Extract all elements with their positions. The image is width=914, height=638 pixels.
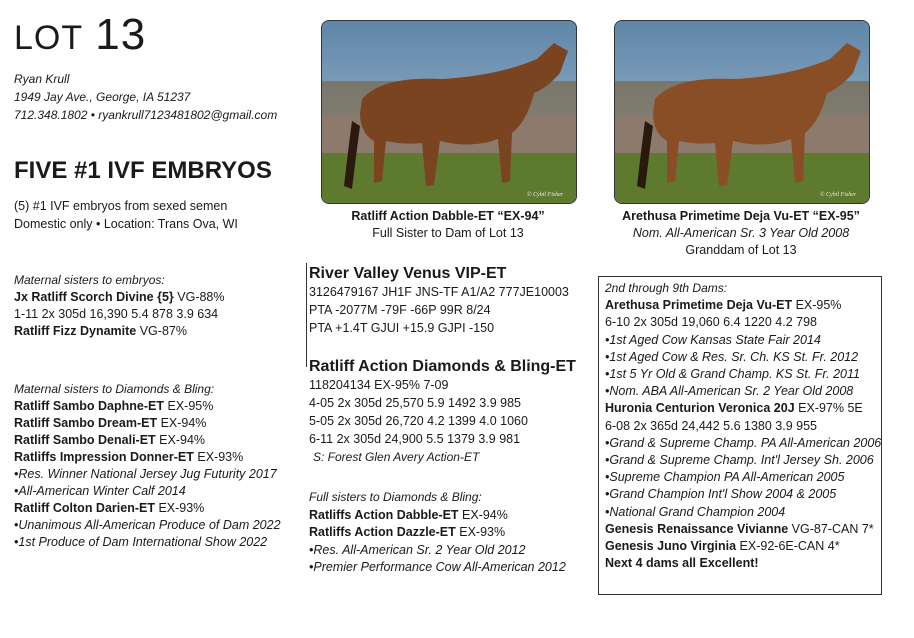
record-line — [14, 483, 281, 500]
offering-heading: FIVE #1 IVF EMBRYOS — [14, 157, 272, 184]
sire-name: River Valley Venus VIP-ET — [309, 265, 507, 282]
record-text: EX-95% — [164, 399, 214, 413]
record-text: EX-93% — [193, 450, 244, 464]
record-text: EX-92-6E-CAN 4* — [736, 539, 840, 554]
record-line — [605, 469, 875, 486]
photo-caption-dejavu — [604, 208, 878, 259]
caption-sub: Nom. All-American Sr. 3 Year Old 2008 — [632, 226, 850, 240]
record-line — [14, 323, 225, 340]
record-line — [605, 504, 875, 521]
record-text: 1-11 2x 305d 16,390 5.4 878 3.9 634 — [14, 307, 219, 321]
caption-title: Arethusa Primetime Deja Vu-ET “EX-95” — [622, 209, 860, 223]
record-line — [14, 398, 281, 415]
caption-title: Ratliff Action Dabble-ET “EX-94” — [351, 209, 545, 223]
record-line — [309, 524, 566, 542]
record-line — [14, 466, 281, 483]
section-label: Maternal sisters to embryos: — [14, 273, 165, 287]
record-line — [14, 415, 281, 432]
cow-illustration — [615, 21, 869, 203]
record-line — [605, 383, 875, 400]
record-line — [605, 452, 875, 469]
lot-title — [14, 10, 146, 60]
animal-name: Ratliff Fizz Dynamite — [14, 324, 137, 338]
record-text: VG-88% — [173, 290, 225, 304]
contact-address: 1949 Jay Ave., George, IA 51237 — [14, 90, 191, 104]
record-line — [605, 486, 875, 503]
award-text: •Res. All-American Sr. 2 Year Old 2012 — [309, 542, 526, 557]
record-line — [605, 332, 875, 349]
animal-name: Jx Ratliff Scorch Divine {5} — [14, 290, 174, 304]
award-text: •1st Produce of Dam International Show 2022 — [14, 535, 268, 549]
animal-name: Ratliffs Impression Donner-ET — [14, 450, 194, 464]
award-text: •1st Aged Cow Kansas State Fair 2014 — [605, 332, 821, 347]
intro-line: (5) #1 IVF embryos from sexed semen — [14, 199, 228, 213]
record-text: EX-94% — [458, 507, 508, 522]
award-text: •Grand & Supreme Champ. PA All-American 2006 — [605, 435, 882, 450]
record-text: EX-95% — [792, 298, 842, 313]
record-line — [605, 349, 875, 366]
lot-word: LOT — [14, 19, 84, 57]
record-text: 6-10 2x 305d 19,060 6.4 1220 4.2 798 — [605, 315, 817, 330]
dam-record-line: 4-05 2x 305d 25,570 5.9 1492 3.9 985 — [309, 396, 521, 410]
dams-lines — [605, 297, 882, 572]
award-text: •Res. Winner National Jersey Jug Futurity 2017 — [14, 467, 277, 481]
record-line — [605, 538, 875, 555]
dams-box — [598, 276, 882, 595]
award-text: •1st 5 Yr Old & Grand Champ. KS St. Fr. 2011 — [605, 367, 860, 382]
record-line — [309, 542, 566, 560]
award-text: •Nom. ABA All-American Sr. 2 Year Old 2008 — [605, 384, 854, 399]
record-text: VG-87-CAN 7* — [788, 521, 874, 536]
record-text: EX-93% — [455, 525, 506, 539]
maternal-sisters-embryos — [14, 272, 225, 340]
caption-sub: Granddam of Lot 13 — [685, 243, 797, 257]
record-line — [309, 559, 566, 577]
cow-photo-dabble — [321, 20, 577, 204]
animal-name: Ratliff Sambo Dream-ET — [14, 416, 158, 430]
award-text: •Unanimous All-American Produce of Dam 2022 — [14, 518, 281, 532]
record-line — [14, 517, 281, 534]
sire-pta-line: PTA +1.4T GJUI +15.9 GJPI -150 — [309, 321, 495, 335]
animal-name: Ratliff Colton Darien-ET — [14, 501, 155, 515]
full-sisters — [309, 489, 566, 577]
animal-name: Arethusa Primetime Deja Vu-ET — [605, 298, 793, 313]
photo-watermark: © Cybil Fisher — [820, 192, 857, 198]
animal-name: Huronia Centurion Veronica 20J — [605, 401, 795, 416]
intro-line: Domestic only • Location: Trans Ova, WI — [14, 217, 238, 231]
record-text: EX-94% — [155, 433, 206, 447]
award-text: •All-American Winter Calf 2014 — [14, 484, 186, 498]
award-text: •1st Aged Cow & Res. Sr. Ch. KS St. Fr. 2012 — [605, 349, 859, 364]
record-line — [605, 400, 875, 417]
maternal-sisters-embryos-lines — [14, 289, 225, 340]
record-line — [605, 297, 875, 314]
award-text: •Grand Champion Int'l Show 2004 & 2005 — [605, 487, 837, 502]
record-text: EX-97% 5E — [794, 401, 863, 416]
animal-name: Ratliff Sambo Denali-ET — [14, 433, 156, 447]
divider-line — [306, 263, 307, 367]
contact-phone-email: 712.348.1802 • ryankrull7123481802@gmail.com — [14, 108, 278, 122]
record-line — [14, 534, 281, 551]
record-text: EX-93% — [154, 501, 205, 515]
photo-watermark: © Cybil Fisher — [527, 192, 564, 198]
record-line — [14, 449, 281, 466]
award-text: •Premier Performance Cow All-American 2012 — [309, 560, 566, 574]
dam-record-line: 118204134 EX-95% 7-09 — [309, 378, 449, 392]
animal-name: Next 4 dams all Excellent! — [605, 556, 759, 571]
animal-name: Ratliff Sambo Daphne-ET — [14, 399, 165, 413]
full-sisters-lines — [309, 507, 566, 577]
sire-block — [309, 265, 569, 337]
record-line — [14, 289, 225, 306]
record-line — [605, 435, 882, 452]
section-label: Maternal sisters to Diamonds & Bling: — [14, 382, 215, 396]
section-label: Full sisters to Diamonds & Bling: — [309, 490, 482, 504]
contact-name: Ryan Krull — [14, 72, 70, 86]
dam-record-line: 6-11 2x 305d 24,900 5.5 1379 3.9 981 — [309, 432, 521, 446]
maternal-sisters-diamonds-lines — [14, 398, 281, 551]
award-text: •Supreme Champion PA All-American 2005 — [605, 470, 845, 485]
record-text: 6-08 2x 365d 24,442 5.6 1380 3.9 955 — [605, 418, 817, 433]
dam-record-line: 5-05 2x 305d 26,720 4.2 1399 4.0 1060 — [309, 414, 528, 428]
record-line — [14, 306, 225, 323]
contact-block — [14, 70, 277, 124]
record-line — [309, 507, 566, 525]
record-text: VG-87% — [136, 324, 187, 338]
photo-caption-dabble — [321, 208, 575, 242]
record-line — [605, 418, 875, 435]
record-line — [14, 500, 281, 517]
award-text: •Grand & Supreme Champ. Int'l Jersey Sh. 2006 — [605, 453, 874, 468]
dam-sire-line: S: Forest Glen Avery Action-ET — [313, 450, 480, 464]
section-label: 2nd through 9th Dams: — [605, 281, 728, 295]
record-text: EX-94% — [157, 416, 207, 430]
cow-photo-dejavu — [614, 20, 870, 204]
caption-sub: Full Sister to Dam of Lot 13 — [372, 226, 524, 240]
sire-id-line: 3126479167 JH1F JNS-TF A1/A2 777JE10003 — [309, 285, 569, 299]
record-line — [605, 366, 875, 383]
cow-illustration — [322, 21, 576, 203]
animal-name: Genesis Juno Virginia — [605, 539, 737, 554]
sire-pta-line: PTA -2077M -79F -66P 99R 8/24 — [309, 303, 491, 317]
record-line — [14, 432, 281, 449]
record-line — [605, 314, 875, 331]
animal-name: Ratliffs Action Dabble-ET — [309, 507, 459, 522]
dam-name: Ratliff Action Diamonds & Bling-ET — [309, 358, 576, 375]
dam-block — [309, 358, 576, 466]
animal-name: Ratliffs Action Dazzle-ET — [309, 525, 456, 539]
record-line — [605, 521, 875, 538]
award-text: •National Grand Champion 2004 — [605, 504, 786, 519]
offering-intro — [14, 197, 238, 233]
maternal-sisters-diamonds — [14, 381, 281, 551]
animal-name: Genesis Renaissance Vivianne — [605, 521, 789, 536]
record-line — [605, 555, 875, 572]
lot-number: 13 — [95, 10, 147, 59]
